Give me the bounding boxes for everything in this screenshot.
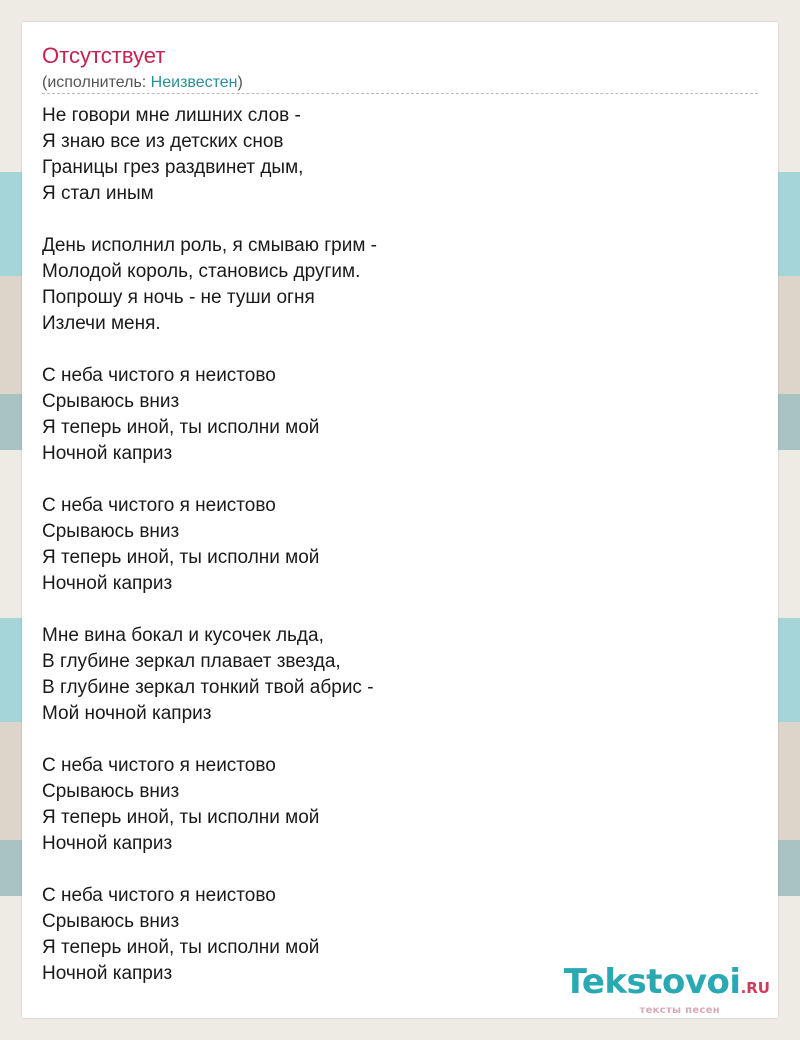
lyric-line: С неба чистого я неистово — [42, 495, 276, 516]
artist-link[interactable]: Неизвестен — [150, 74, 238, 91]
stanza — [42, 623, 742, 727]
stanza — [42, 103, 742, 207]
lyric-line: Не говори мне лишних слов - — [42, 105, 301, 126]
logo-name: Tekstovoi — [563, 962, 741, 1002]
lyric-line: Срываюсь вниз — [42, 391, 180, 412]
lyric-line: День исполнил роль, я смываю грим - — [42, 235, 378, 256]
lyric-line: В глубине зеркал тонкий твой абрис - — [42, 677, 374, 698]
stanza — [42, 493, 742, 597]
lyric-line: Мне вина бокал и кусочек льда, — [42, 625, 324, 646]
lyric-line: Я теперь иной, ты исполни мой — [42, 417, 320, 438]
lyrics-card — [22, 22, 778, 1018]
logo-tagline: тексты песен — [639, 1005, 720, 1016]
stanza — [42, 753, 742, 857]
lyrics-body — [42, 103, 742, 1013]
lyric-line: Я теперь иной, ты исполни мой — [42, 547, 320, 568]
lyric-line: Срываюсь вниз — [42, 521, 180, 542]
lyric-line: Попрошу я ночь - не туши огня — [42, 287, 315, 308]
lyric-line: Ночной каприз — [42, 963, 173, 984]
lyric-line: Ночной каприз — [42, 573, 173, 594]
site-logo[interactable] — [563, 962, 770, 1016]
lyric-line: Ночной каприз — [42, 443, 173, 464]
lyric-line: С неба чистого я неистово — [42, 365, 276, 386]
lyric-line: Срываюсь вниз — [42, 911, 180, 932]
lyric-line: С неба чистого я неистово — [42, 755, 276, 776]
title-divider — [42, 93, 758, 94]
lyric-line: Ночной каприз — [42, 833, 173, 854]
song-title: Отсутствует — [42, 43, 166, 68]
artist-suffix: ) — [237, 74, 243, 91]
lyric-line: В глубине зеркал плавает звезда, — [42, 651, 341, 672]
lyric-line: С неба чистого я неистово — [42, 885, 276, 906]
artist-line — [42, 73, 243, 93]
lyric-line: Границы грез раздвинет дым, — [42, 157, 304, 178]
lyric-line: Молодой король, становись другим. — [42, 261, 361, 282]
stanza — [42, 363, 742, 467]
lyric-line: Мой ночной каприз — [42, 703, 212, 724]
logo-wordmark — [563, 962, 770, 1005]
lyric-line: Я теперь иной, ты исполни мой — [42, 807, 320, 828]
lyric-line: Излечи меня. — [42, 313, 161, 334]
lyric-line: Я теперь иной, ты исполни мой — [42, 937, 320, 958]
lyric-line: Я стал иным — [42, 183, 154, 204]
stanza — [42, 233, 742, 337]
logo-tld: .RU — [740, 979, 770, 997]
artist-prefix: (исполнитель: — [42, 74, 151, 91]
lyric-line: Я знаю все из детских снов — [42, 131, 284, 152]
lyric-line: Срываюсь вниз — [42, 781, 180, 802]
